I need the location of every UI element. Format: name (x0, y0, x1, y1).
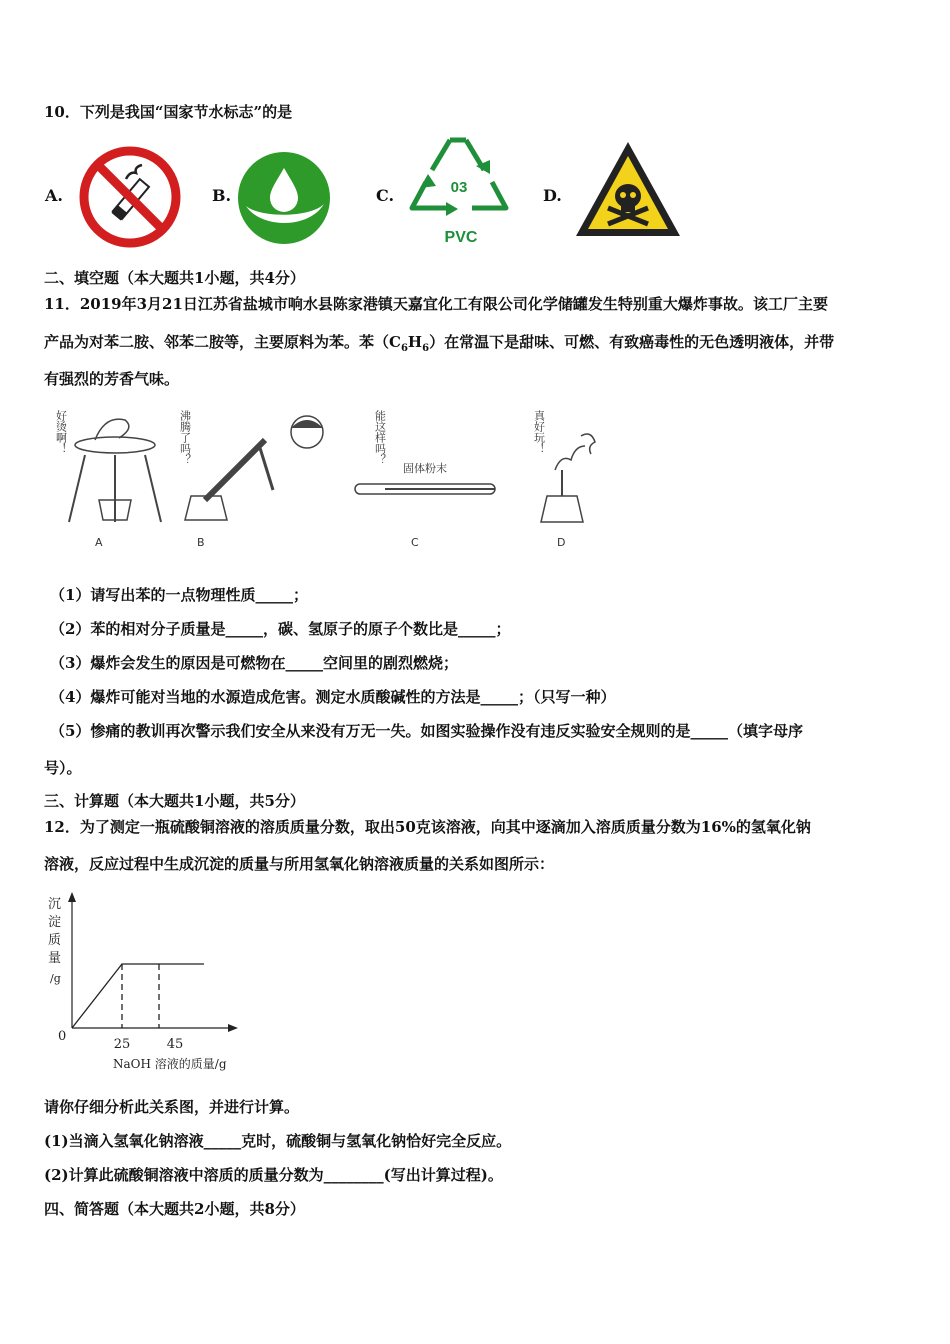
q11-part1: （1）请写出苯的一点物理性质_____； (50, 586, 308, 604)
speech-a: 好烫啊！ (55, 410, 68, 454)
option-a-label: A. (45, 186, 63, 205)
q10-stem: 10．下列是我国“国家节水标志”的是 (44, 103, 293, 121)
q12-part1: (1)当滴入氢氧化钠溶液_____克时，硫酸铜与氢氧化钠恰好完全反应。 (44, 1132, 512, 1150)
recycle-icon (406, 130, 512, 248)
speech-b: 沸腾了吗？ (178, 410, 192, 465)
section4-heading: 四、简答题（本大题共2小题，共8分） (44, 1200, 305, 1218)
label-d: D (557, 536, 566, 549)
figure-d (533, 409, 596, 549)
q11-line1: 11．2019年3月21日江苏省盐城市响水县陈家港镇天嘉宜化工有限公司化学储罐发生特别重大爆炸事故。该工厂主要 (44, 295, 828, 313)
label-b: B (197, 536, 205, 549)
no-smoking-icon (78, 145, 183, 250)
q11-part5a: （5）惨痛的教训再次警示我们安全从来没有万无一失。如图实验操作没有违反实验安全规则的是_____（填字母序 (50, 722, 803, 740)
speech-c: 能这样吗？ (373, 410, 387, 465)
figure-a (55, 409, 161, 549)
x-tick-45: 45 (166, 1037, 184, 1052)
x-tick-25: 25 (113, 1037, 131, 1052)
option-b-label: B. (212, 186, 232, 205)
recycle-number: 03 (450, 179, 468, 196)
q11-line2: 产品为对苯二胺、邻苯二胺等，主要原料为苯。苯$(C_6H_6)$在常温下是甜味、可燃、有致癌毒性的无色透明液体，并带 (44, 333, 835, 354)
option-c-label: C. (376, 186, 395, 205)
y-label-char-2: 质 (48, 933, 62, 948)
q11-line3: 有强烈的芳香气味。 (44, 370, 180, 388)
y-label-char-0: 沉 (48, 897, 62, 912)
origin-label: 0 (58, 1029, 67, 1044)
q11-part3: （3）爆炸会发生的原因是可燃物在_____空间里的剧烈燃烧； (50, 654, 458, 672)
speech-c-label: 固体粉末 (403, 462, 447, 475)
x-axis-arrow (228, 1024, 238, 1032)
water-saving-icon (236, 150, 332, 246)
q11-part5b: 号）。 (44, 759, 82, 777)
figure-c (355, 409, 495, 549)
figure-b (179, 409, 324, 549)
q12-line2: 溶液，反应过程中生成沉淀的质量与所用氢氧化钠溶液质量的关系如图所示： (44, 855, 555, 873)
section2-heading: 二、填空题（本大题共1小题，共4分） (44, 269, 305, 287)
precipitate-chart (40, 890, 250, 1075)
toxic-warning-icon (572, 138, 684, 240)
label-a: A (95, 536, 103, 549)
y-label-char-1: 淀 (48, 915, 62, 930)
q12-line1: 12．为了测定一瓶硫酸铜溶液的溶质质量分数，取出50克该溶液，向其中逐滴加入溶质质量分数为16%的氢氧化钠 (44, 818, 811, 836)
option-d-label: D. (543, 186, 562, 205)
y-axis-arrow (68, 892, 76, 902)
precipitate-line (72, 964, 204, 1028)
label-c: C (411, 536, 419, 549)
y-label-char-3: 量 (48, 951, 62, 966)
q11-part4: （4）爆炸可能对当地的水源造成危害。测定水质酸碱性的方法是_____；（只写一种） (50, 688, 616, 706)
recycle-text: PVC (444, 229, 478, 246)
section3-heading: 三、计算题（本大题共1小题，共5分） (44, 792, 305, 810)
q11-part2: （2）苯的相对分子质量是_____，碳、氢原子的原子个数比是_____； (50, 620, 511, 638)
speech-d: 真好玩！ (532, 410, 546, 454)
x-axis-label: NaOH 溶液的质量/g (113, 1057, 227, 1071)
q12-part2: (2)计算此硫酸铜溶液中溶质的质量分数为________(写出计算过程)。 (44, 1166, 503, 1184)
experiment-figure (55, 400, 615, 555)
q12-intro: 请你仔细分析此关系图，并进行计算。 (44, 1098, 300, 1116)
y-label-char-4: /g (50, 972, 61, 985)
